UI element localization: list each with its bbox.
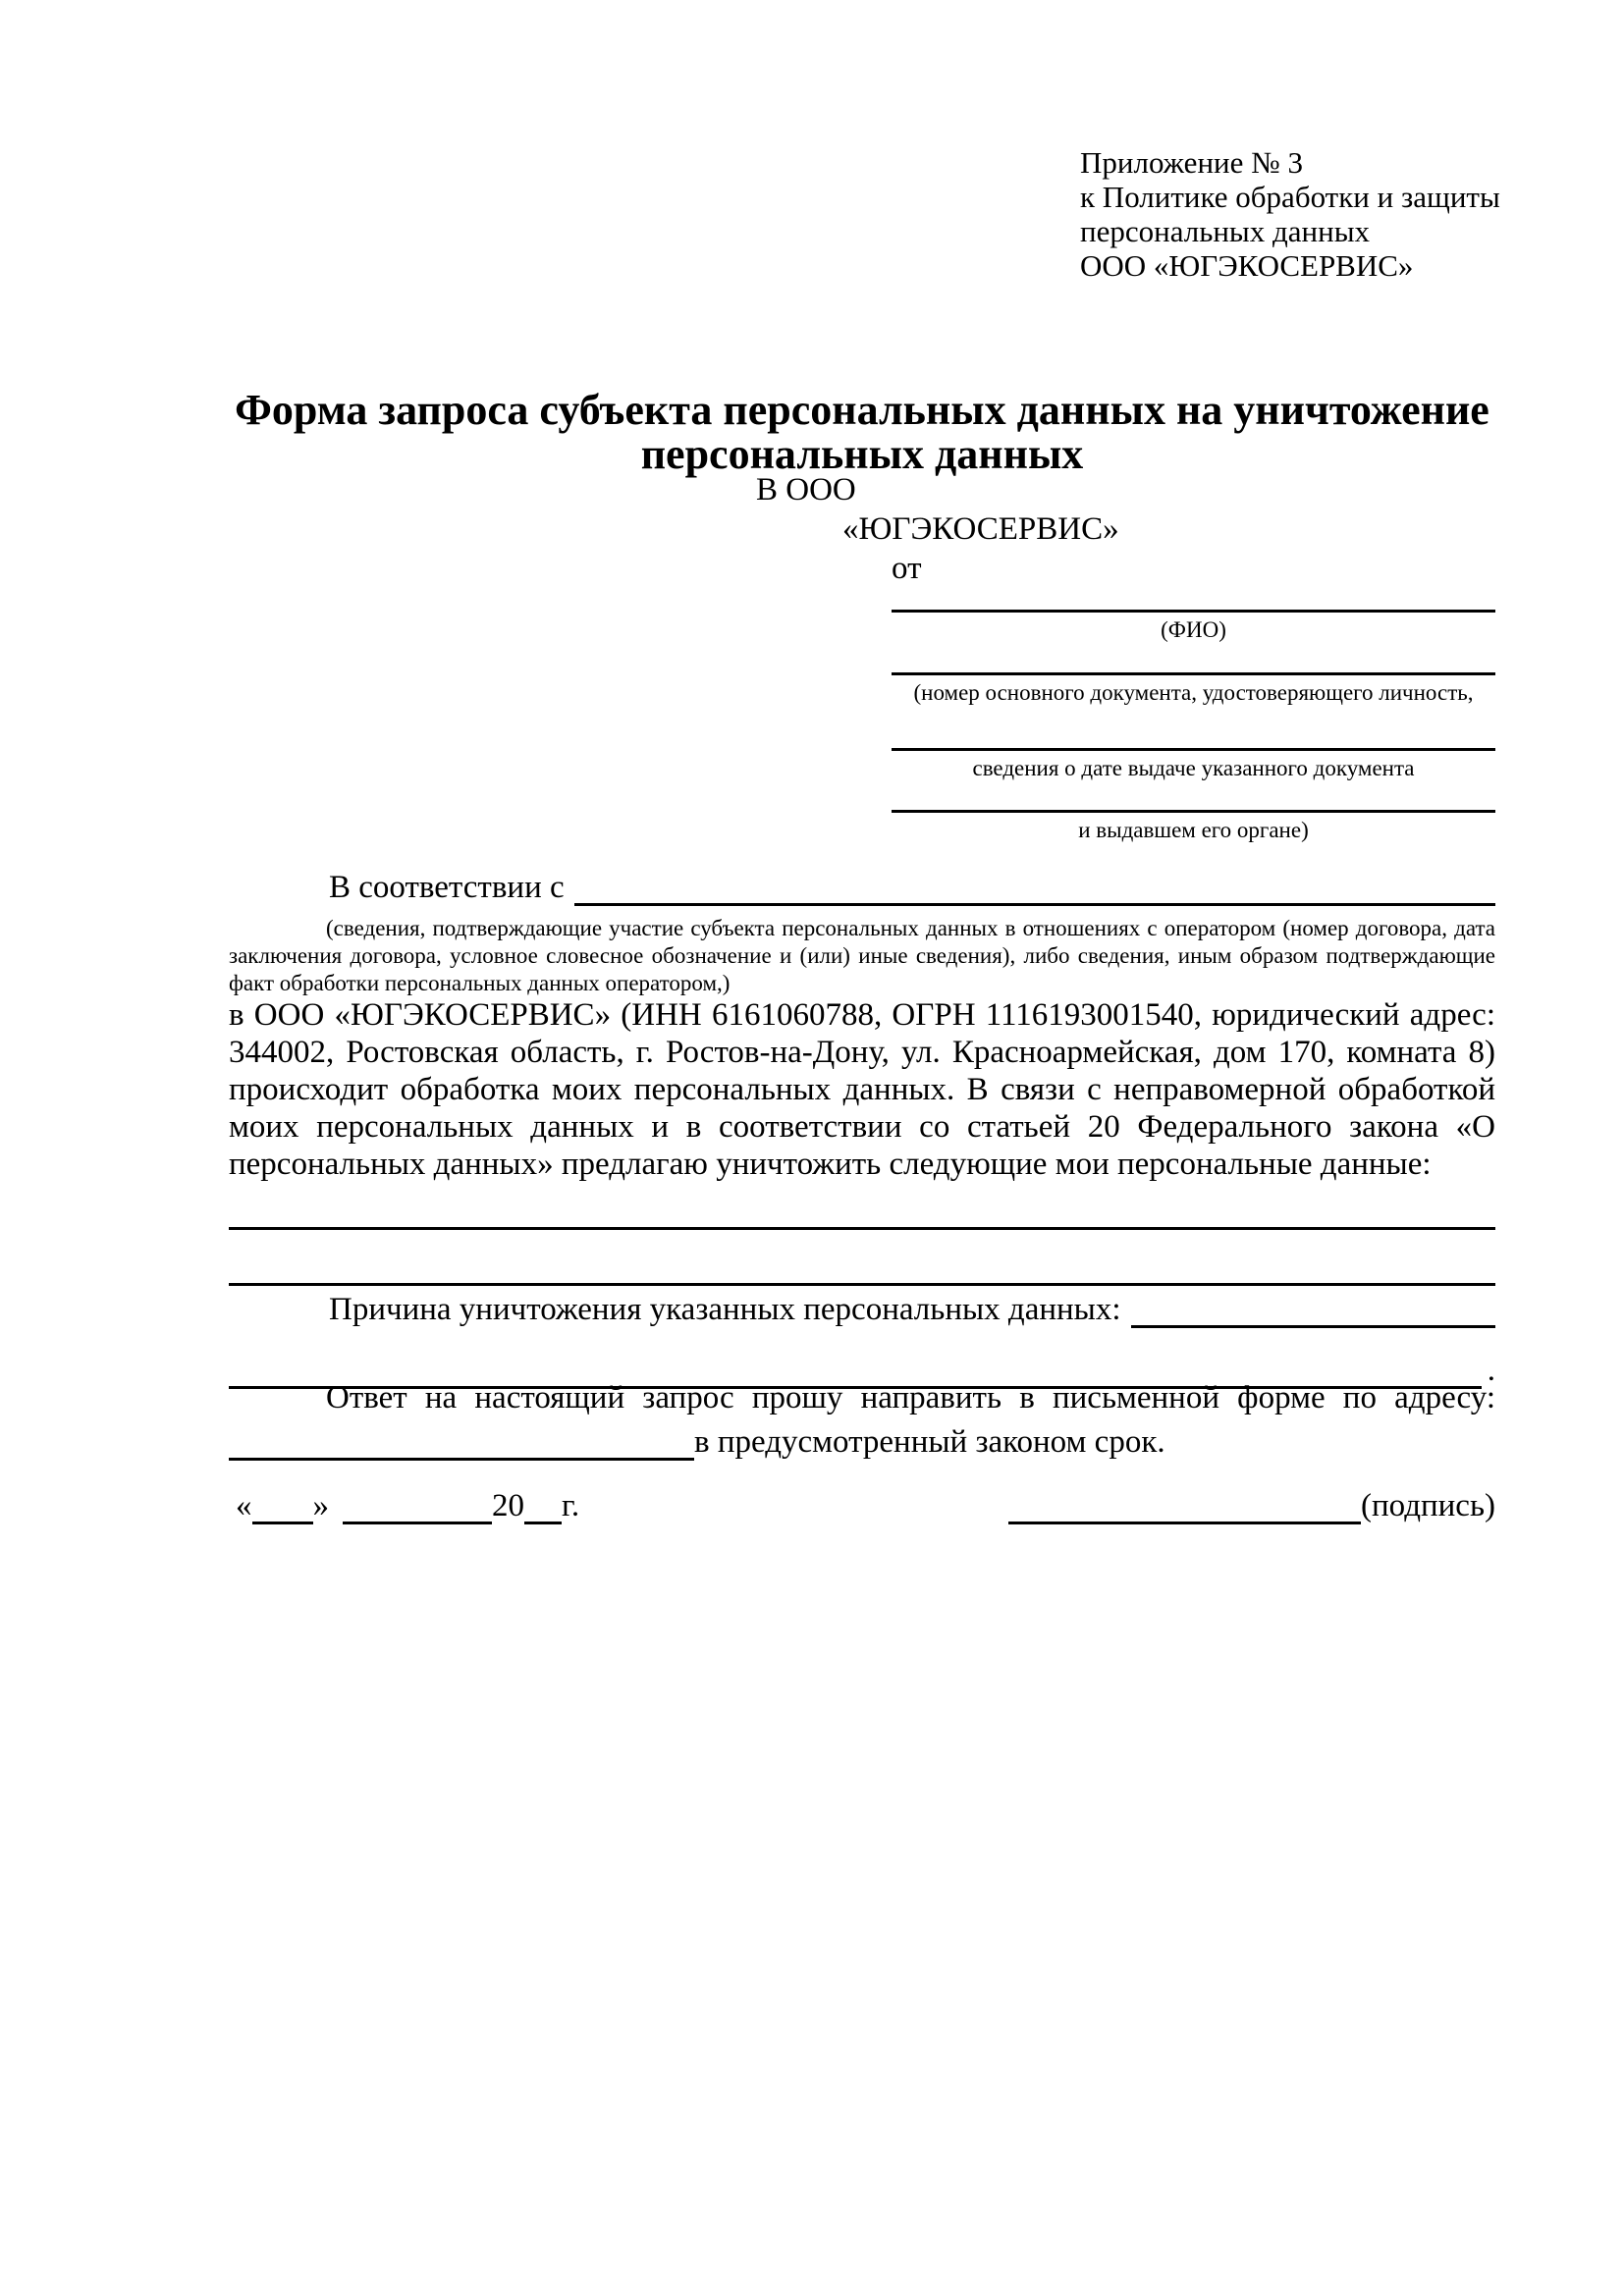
fio-blank-line	[892, 610, 1495, 613]
form-title: Форма запроса субъекта персональных данных на уничтожение персональных данных	[235, 386, 1489, 478]
issue-date-blank-line	[892, 748, 1495, 751]
data-list-blank-line-2	[229, 1283, 1495, 1286]
date-year-prefix: 20	[492, 1488, 524, 1523]
issuing-authority-blank-line	[892, 810, 1495, 813]
id-document-blank-line	[892, 672, 1495, 675]
accordance-row	[329, 869, 1495, 906]
appendix-line-1: Приложение № 3	[1080, 145, 1303, 180]
signature-row	[1008, 1487, 1495, 1524]
signature-caption: (подпись)	[1361, 1488, 1495, 1523]
accordance-label: В соответствии с	[329, 870, 565, 905]
appendix-line-3: персональных данных	[1080, 214, 1371, 248]
date-open-quote: «	[236, 1488, 252, 1523]
answer-paragraph: Ответ на настоящий запрос прошу направить в письменной форме по адресу:	[326, 1380, 1495, 1415]
issuing-authority-caption: и выдавшем его органе)	[1078, 818, 1309, 842]
data-list-blank-line-1	[229, 1227, 1495, 1230]
body-paragraph: в ООО «ЮГЭКОСЕРВИС» (ИНН 6161060788, ОГРН 1116193001540, юридический адрес: 344002, Ростовская область, г. Ростов-на-Дону, ул. Красноармейская, дом 170, комната 8) происходит обработка моих персональных данных. В связи с неправомерной обработкой моих персональных данных и в соответствии со статьей 20 Федерального закона «О персональных данных» предлагаю уничтожить следующие мои персональные данные:	[229, 997, 1495, 1182]
addressee-company-name: «ЮГЭКОСЕРВИС»	[842, 511, 1119, 547]
reason-row	[329, 1291, 1495, 1328]
answer-tail: в предусмотренный законом срок.	[694, 1424, 1165, 1460]
date-year-suffix: г.	[562, 1488, 580, 1523]
from-label: от	[892, 551, 922, 586]
date-year-blank	[524, 1487, 562, 1524]
sentence-period: .	[1487, 1353, 1495, 1388]
answer-address-row	[229, 1423, 1495, 1461]
accordance-blank-line	[574, 869, 1495, 906]
signature-blank-line	[1008, 1487, 1361, 1524]
date-close-quote: »	[312, 1488, 329, 1523]
appendix-line-4: ООО «ЮГЭКОСЕРВИС»	[1080, 248, 1414, 283]
date-row	[236, 1487, 579, 1524]
date-month-blank	[343, 1487, 492, 1524]
id-document-caption: (номер основного документа, удостоверяющего личность,	[913, 680, 1474, 705]
answer-address-blank-line	[229, 1423, 694, 1461]
addressee-company-prefix: В ООО	[756, 472, 856, 507]
issue-date-caption: сведения о дате выдаче указанного документа	[972, 756, 1415, 780]
appendix-line-2: к Политике обработки и защиты	[1080, 180, 1500, 214]
reason-label: Причина уничтожения указанных персональных данных:	[329, 1292, 1121, 1327]
date-day-blank	[252, 1487, 313, 1524]
fio-caption: (ФИО)	[1161, 617, 1226, 642]
accordance-note: (сведения, подтверждающие участие субъекта персональных данных в отношениях с оператором (номер договора, дата заключения договора, условное словесное обозначение и (или) иные сведения), либо сведения, иным образом подтверждающие факт обработки персональных данных оператором,)	[229, 916, 1495, 995]
reason-blank-line	[1131, 1291, 1495, 1328]
appendix-block	[1080, 145, 1500, 283]
